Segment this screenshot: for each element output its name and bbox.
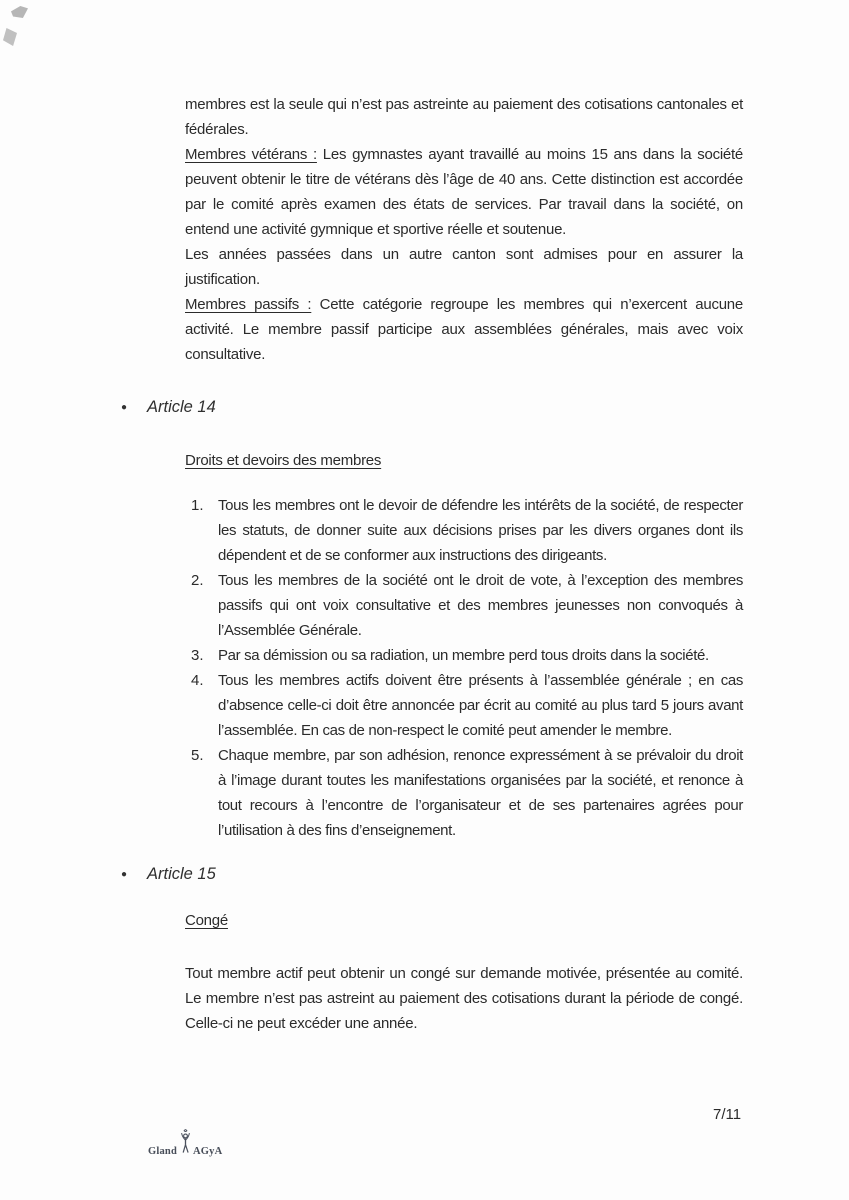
logo-text-gland: Gland	[148, 1146, 178, 1157]
veterans-label: Membres vétérans :	[185, 146, 317, 163]
list-item-text: Par sa démission ou sa radiation, un membre perd tous droits dans la société.	[218, 647, 709, 664]
document-body	[121, 92, 744, 1036]
list-number: 1.	[191, 497, 204, 514]
list-number: 5.	[191, 747, 204, 764]
list-item-text: Chaque membre, par son adhésion, renonce expressément à se prévaloir du droit à l’image durant toutes les manifestations organisées par la société, et renonce à tout recours à l’encontre de l’organisateur et de ses partenaires agrées pour l’utilisation à des fins d’enseignement.	[218, 747, 743, 839]
section-heading-conge: Congé	[185, 912, 228, 929]
article-15-row	[121, 861, 743, 887]
paragraph-membres-veterans	[185, 142, 743, 242]
veterans-text: Les gymnastes ayant travaillé au moins 15 ans dans la société peuvent obtenir le titre de vétérans dès l’âge de 40 ans. Cette distinction est accordée par le comité après examen des états de services. Par travail dans la société, on entend une activité gymnique et sportive réelle et soutenue.	[185, 146, 744, 238]
page-number: 7/11	[713, 1106, 742, 1123]
numbered-list	[185, 493, 743, 843]
article-15-title: Article 15	[147, 864, 216, 883]
article-14-row	[121, 394, 743, 420]
list-item	[185, 743, 743, 843]
paragraph-conge: Tout membre actif peut obtenir un congé sur demande motivée, présentée au comité. Le membre n’est pas astreint au paiement des cotisations durant la période de congé. Celle-ci ne peut excéder une année.	[185, 965, 743, 1032]
bullet-icon: ●	[121, 868, 128, 880]
scan-artifact	[3, 28, 17, 46]
list-item-text: Tous les membres actifs doivent être présents à l’assemblée générale ; en cas d’absence celle-ci doit être annoncée par écrit au comité au plus tard 5 jours avant l’assemblée. En cas de non-respect le comité peut amender le membre.	[218, 672, 743, 739]
gymnast-icon	[179, 1128, 192, 1157]
list-item-text: Tous les membres de la société ont le droit de vote, à l’exception des membres passifs qui ont voix consultative et des membres jeunesses non convoqués à l’Assemblée Générale.	[218, 572, 743, 639]
list-number: 2.	[191, 572, 204, 589]
passifs-text: Cette catégorie regroupe les membres qui n’exercent aucune activité. Le membre passif participe aux assemblées générales, mais avec voix consultative.	[185, 296, 743, 363]
list-number: 3.	[191, 647, 204, 664]
paragraph-intro: membres est la seule qui n’est pas astreinte au paiement des cotisations cantonales et fédérales.	[185, 96, 743, 138]
list-item	[185, 643, 743, 668]
section-heading-droits: Droits et devoirs des membres	[185, 452, 382, 469]
bullet-icon: ●	[121, 401, 128, 413]
passifs-label: Membres passifs :	[185, 296, 312, 313]
list-number: 4.	[191, 672, 204, 689]
list-item	[185, 568, 743, 643]
list-item	[185, 668, 743, 743]
club-logo	[148, 1128, 222, 1157]
scan-artifact	[11, 6, 28, 18]
article-14-title: Article 14	[147, 397, 216, 416]
paragraph-annees: Les années passées dans un autre canton sont admises pour en assurer la justification.	[185, 246, 743, 288]
paragraph-membres-passifs	[185, 292, 743, 367]
list-item	[185, 493, 743, 568]
list-item-text: Tous les membres ont le devoir de défendre les intérêts de la société, de respecter les statuts, de donner suite aux décisions prises par les divers organes dont ils dépendent et de se conformer aux instructions des dirigeants.	[218, 497, 743, 564]
logo-text-agya: AGyA	[193, 1146, 223, 1157]
